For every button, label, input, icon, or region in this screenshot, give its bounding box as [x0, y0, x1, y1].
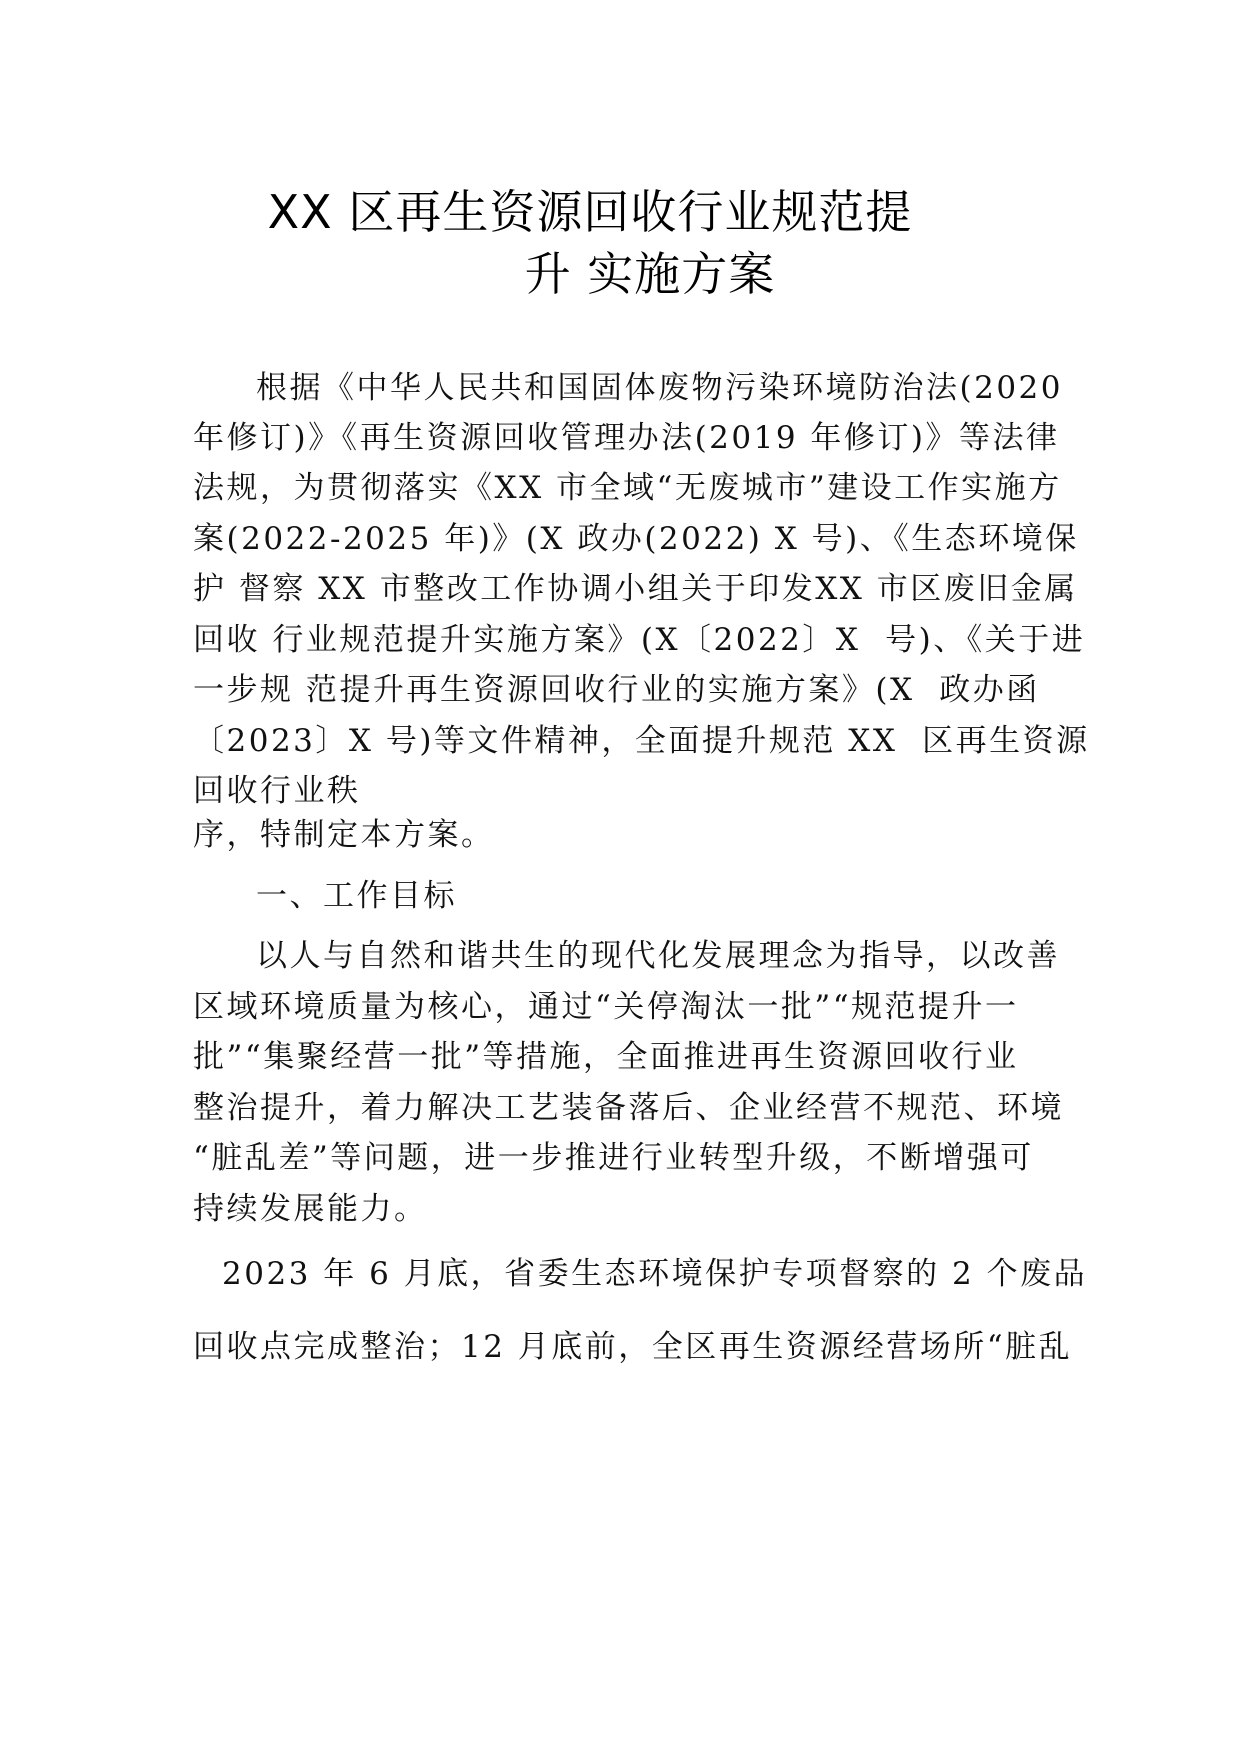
- paragraph-line: 回收点完成整治；12 月底前，全区再生资源经营场所“脏乱: [193, 1329, 1073, 1365]
- paragraph-line: “脏乱差”等问题，进一步推进行业转型升级，不断增强可: [193, 1140, 1034, 1176]
- document-title-line-2: 升 实施方案: [524, 247, 776, 301]
- paragraph-line: 一步规 范提升再生资源回收行业的实施方案》(X 政办函: [193, 672, 1040, 708]
- paragraph-line: 持续发展能力。: [193, 1191, 428, 1227]
- paragraph-line: 2023 年 6 月底，省委生态环境保护专项督察的 2 个废品: [222, 1256, 1088, 1292]
- paragraph-line: 整治提升，着力解决工艺装备落后、企业经营不规范、环境: [193, 1090, 1064, 1126]
- paragraph-line: 以人与自然和谐共生的现代化发展理念为指导，以改善: [256, 938, 1060, 974]
- paragraph-line: 根据《中华人民共和国固体废物污染环境防治法(2020: [256, 370, 1063, 406]
- paragraph-line: 〔2023〕X 号)等文件精神，全面提升规范 XX 区再生资源: [193, 723, 1090, 759]
- paragraph-line: 案(2022-2025 年)》(X 政办(2022) X 号)、《生态环境保: [193, 521, 1079, 557]
- paragraph-line: 护 督察 XX 市整改工作协调小组关于印发XX 市区废旧金属: [193, 571, 1078, 607]
- section-heading: 一、工作目标: [256, 878, 457, 914]
- paragraph-line: 序，特制定本方案。: [193, 817, 495, 853]
- paragraph-line: 区域环境质量为核心，通过“关停淘汰一批”“规范提升一: [193, 989, 1019, 1025]
- paragraph-line: 回收行业秩: [193, 773, 361, 809]
- document-title-line-1: XX 区再生资源回收行业规范提: [267, 185, 913, 239]
- paragraph-line: 法规，为贯彻落实《XX 市全域“无废城市”建设工作实施方: [193, 470, 1062, 506]
- paragraph-line: 年修订)》《再生资源回收管理办法(2019 年修订)》等法律: [193, 420, 1060, 456]
- paragraph-line: 批”“集聚经营一批”等措施，全面推进再生资源回收行业: [193, 1039, 1019, 1075]
- paragraph-line: 回收 行业规范提升实施方案》(X〔2022〕X 号)、《关于进: [193, 622, 1086, 658]
